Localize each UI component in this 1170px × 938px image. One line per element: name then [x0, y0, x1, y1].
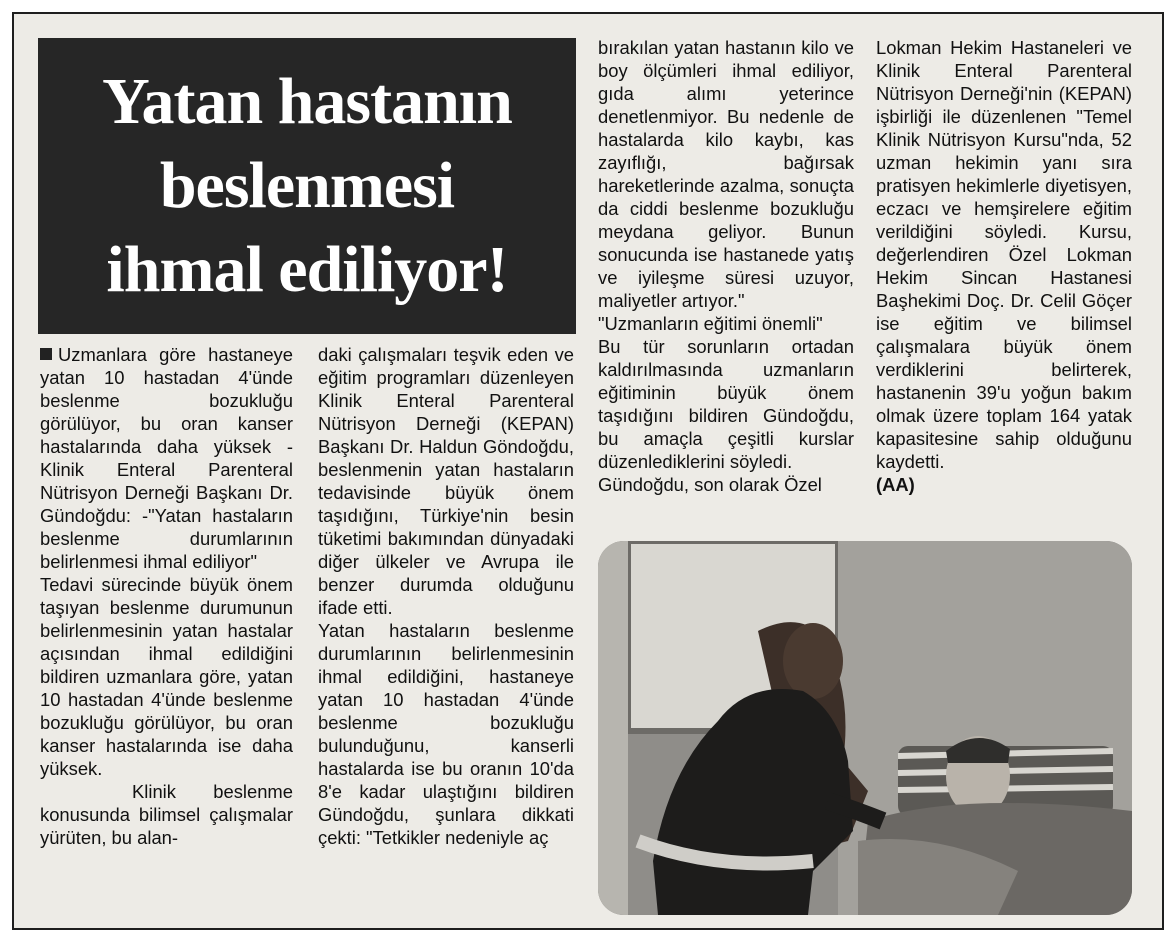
lead-text: Uzmanlara göre hastaneye yatan 10 hastadan 4'ünde beslenme bozukluğu görülüyor, bu oran kanser hastalarında daha yüksek - Klinik Enteral Parenteral Nütrisyon Derneği Başkanı Dr. Gündoğdu: -"Yatan hastaların beslenme durumlarının belirlenmesi ihmal ediliyor" — [40, 344, 293, 572]
body-paragraph: bırakılan yatan hastanın kilo ve boy ölçümleri ihmal ediliyor, gıda alımı yeterince denetlenmiyor. Bu nedenle de hastalarda kilo kaybı, kas zayıflığı, bağırsak hareketlerinde azalma, sonuçta da ciddi beslenme bozukluğu meydana geliyor. Bunun sonucunda ise hastanede yatış ve iyileşme süresi uzuyor, maliyetler artıyor." — [598, 37, 854, 311]
body-paragraph: Lokman Hekim Hastaneleri ve Klinik Enteral Parenteral Nütrisyon Derneği'nin (KEPAN) işbirliği ile düzenlenen "Temel Klinik Nütrisyon Kursu"nda, 52 uzman hekimin yanı sıra pratisyen hekimlerle diyetisyen, eczacı ve hemşirelere eğitim verildiğini söyledi. Kursu, değerlendiren Özel Lokman Hekim Sincan Hastanesi Başhekimi Doç. Dr. Celil Göçer ise eğitim ve bilimsel çalışmalara büyük önem verdiklerini belirterek, hastanenin 39'u yoğun bakım olmak üzere toplam 164 yatak kapasitesine sahip olduğunu kaydetti. — [876, 37, 1132, 472]
article-column-4 — [876, 36, 1132, 496]
hospital-patient-photo — [598, 541, 1132, 915]
body-paragraph: Gündoğdu, son olarak Özel — [598, 474, 822, 495]
lead-paragraph — [40, 343, 293, 573]
headline-line-3: ihmal ediliyor! — [106, 233, 508, 306]
headline-line-2: beslenmesi — [159, 149, 455, 222]
source-credit: (AA) — [876, 474, 915, 495]
bullet-square-icon — [40, 348, 52, 360]
headline-line-1: Yatan hastanın — [102, 65, 512, 138]
body-paragraph: Yatan hastaların beslenme durumlarının belirlenmesinin ihmal edildiğini, hastaneye yatan 10 hastadan 4'ünde beslenme bozukluğu bulunduğunu, kanserli hastalarda ise bu oranın 10'da 8'e kadar ulaştığını bildiren Gündoğdu, şunlara dikkati çekti: "Tetkikler nedeniyle aç — [318, 620, 574, 848]
body-paragraph: Klinik beslenme konusunda bilimsel çalışmalar yürüten, bu alan- — [40, 781, 293, 848]
article-column-2 — [318, 343, 574, 849]
body-paragraph: Tedavi sürecinde büyük önem taşıyan beslenme durumunun belirlenmesinin yatan hastalar açısından ihmal edildiğini bildiren uzmanlara göre, yatan 10 hastadan 4'ünde beslenme bozukluğu görülüyor, bu oran kanser hastalarında ise daha yüksek. — [40, 574, 293, 779]
article-column-3 — [598, 36, 854, 496]
headline-banner — [38, 38, 576, 334]
body-paragraph: daki çalışmaları teşvik eden ve eğitim programları düzenleyen Klinik Enteral Parenteral Nütrisyon Derneği (KEPAN) Başkanı Dr. Haldun Göndoğdu, beslenmenin yatan hastaların tedavisinde büyük önem taşıdığını, Türkiye'nin besin tüketimi bakımından dünyadaki diğer ülkeler ve Avrupa ile benzer durumda olduğunu ifade etti. — [318, 344, 574, 618]
subheading: "Uzmanların eğitimi önemli" — [598, 313, 823, 334]
photo-illustration — [598, 541, 1132, 915]
body-paragraph: Bu tür sorunların ortadan kaldırılmasında uzmanların eğitiminin büyük önem taşıdığını bildiren Gündoğdu, bu amaçla çeşitli kurslar düzenlediklerini söyledi. — [598, 336, 854, 472]
article-column-1 — [40, 343, 293, 849]
